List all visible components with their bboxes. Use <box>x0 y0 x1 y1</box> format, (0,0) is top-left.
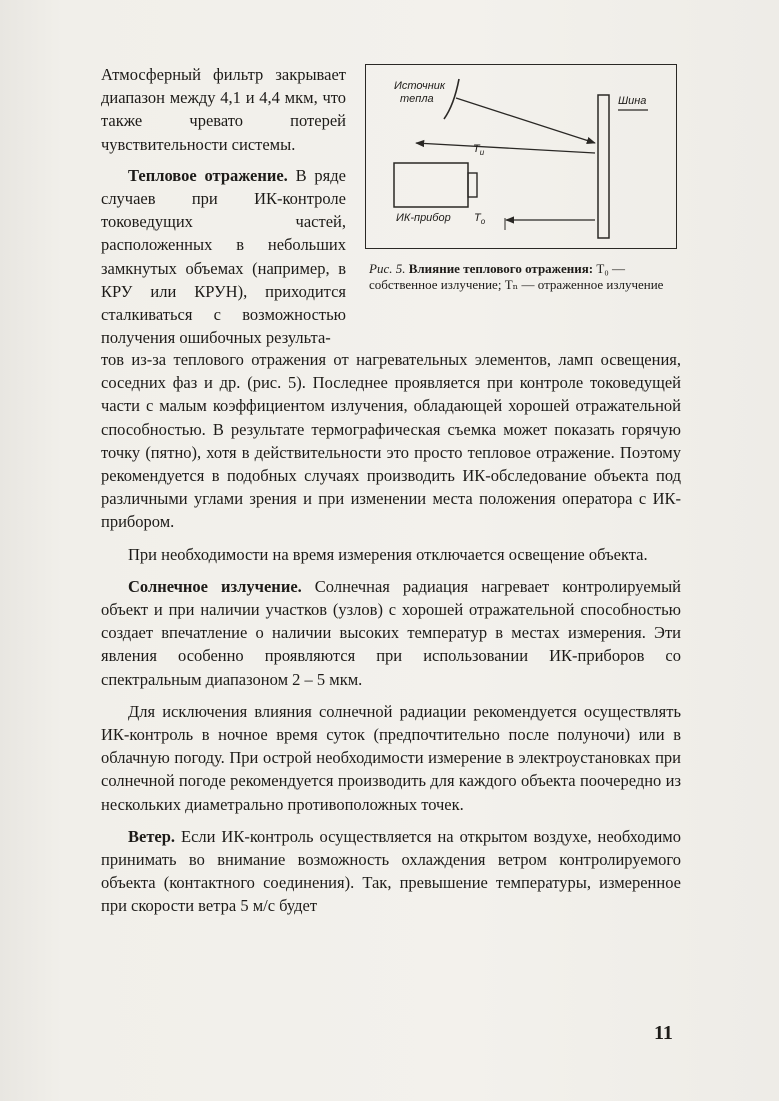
main-text <box>101 348 681 918</box>
label-bus: Шина <box>618 95 647 107</box>
section-heading-solar-radiation: Солнечное излучение. <box>128 576 302 596</box>
incident-ray <box>456 98 595 143</box>
section-heading-thermal-reflection: Тепловое отражение. <box>128 165 288 185</box>
intro-paragraph-2-text: В ряде случаев при ИК-контроле токоведущих частей, расположенных в небольших замкнутых объемах (например, в КРУ или КРУН), приходится сталкиваться с возможностью получения ошибочных результа- <box>101 165 346 348</box>
ir-device-lens <box>468 173 477 197</box>
figure-5 <box>365 64 683 292</box>
body-paragraph-1: тов из-за теплового отражения от нагревательных элементов, ламп освещения, соседних фаз и др. (рис. 5). Последнее проявляется при контроле токоведущей части с малым коэффициентом излучения, обладающей хорошей отражательной способностью. В результате термографическая съемка может показать горячую точку (пятно), хотя в действительности это просто тепловое отражение. Поэтому рекомендуется в подобных случаях производить ИК-обследование объекта под различными углами зрения и при изменении места положения оператора с ИК-прибором. <box>101 350 681 532</box>
body-paragraph-5: Ветер. Если ИК-контроль осуществляется на открытом воздухе, необходимо принимать во внимание возможность охлаждения ветром контролируемого объекта (контактного соединения). Так, превышение температуры, измеренное при скорости ветра 5 м/с будет <box>101 826 681 916</box>
body-paragraph-3: Солнечное излучение. Солнечная радиация нагревает контролируемый объект и при наличии участков (узлов) с хорошей отражательной способностью создает впечатление о наличии высоких температур в местах измерения. Эти явления особенно проявляются при использовании ИК-приборов со спектральным диапазоном 2 – 5 мкм. <box>101 576 681 689</box>
figure-diagram <box>365 64 677 249</box>
body-paragraph-2: При необходимости на время измерения отключается освещение объекта. <box>128 544 648 564</box>
label-heat-source-line1: Источник <box>394 80 446 92</box>
intro-paragraph-1: Атмосферный фильтр закрывает диапазон между 4,1 и 4,4 мкм, что также чревато потерей чувствительности системы. <box>101 65 346 154</box>
page-number: 11 <box>654 1022 673 1044</box>
ir-device-body <box>394 163 468 207</box>
label-heat-source-line2: тепла <box>400 93 434 105</box>
label-t-own: $Т_о$ <box>474 212 486 227</box>
intro-column <box>101 63 346 349</box>
reflected-ray <box>416 143 595 153</box>
bus-bar <box>598 95 609 238</box>
label-ir-device: ИК-прибор <box>396 212 451 224</box>
body-paragraph-4: Для исключения влияния солнечной радиации рекомендуется осуществлять ИК-контроль в ночное время суток (предпочтительно после полуночи) или в облачную погоду. При острой необходимости измерение в электроустановках при солнечной погоде рекомендуется производить для каждого объекта поочередно из нескольких диаметрально противоположных точек. <box>101 701 681 814</box>
section-heading-wind: Ветер. <box>128 826 176 846</box>
figure-caption: Рис. 5. Влияние теплового отражения: Т₀ — собственное излучение; Тₙ — отраженное излучение <box>369 261 664 292</box>
heat-source-arc <box>444 79 459 119</box>
label-t-reflected: $Т_и$ <box>473 143 485 158</box>
intro-paragraph-2 <box>101 164 346 350</box>
